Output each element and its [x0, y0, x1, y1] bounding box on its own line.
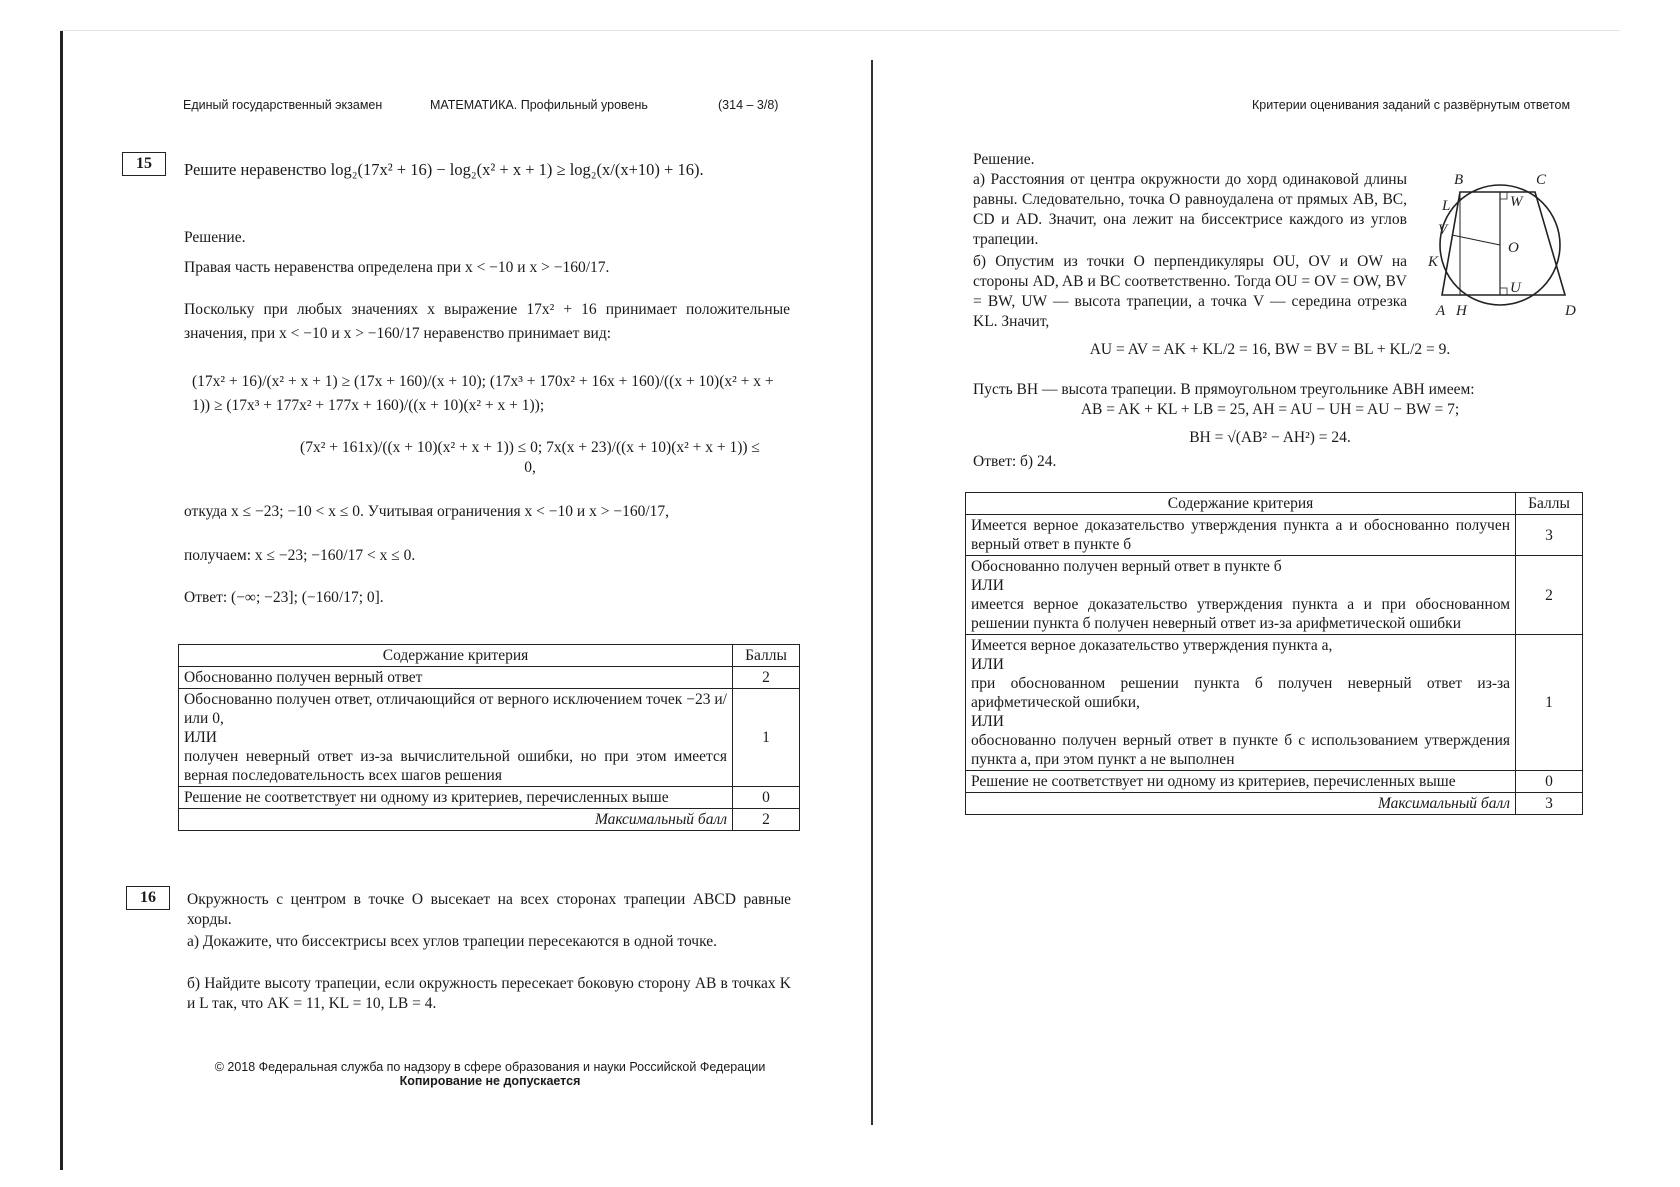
label-K: K — [1428, 254, 1439, 270]
solution-c: Пусть BH — высота трапеции. В прямоугольном треугольнике ABH имеем: — [973, 381, 1475, 398]
row-text: Обоснованно получен верный ответ в пункте б ИЛИ имеется верное доказательство утверждения пункта а и при обоснованном решении пункта б получен неверный ответ из-за арифметической ошибки — [966, 556, 1516, 635]
table-row — [179, 787, 800, 809]
row-points: 0 — [1516, 771, 1583, 793]
task-number-15: 15 — [122, 152, 166, 176]
max-label: Максимальный балл — [179, 809, 733, 831]
table-row — [966, 635, 1583, 771]
task16-p2: а) Докажите, что биссектрисы всех углов трапеции пересекаются в одной точке. — [187, 933, 717, 950]
row-points: 1 — [1516, 635, 1583, 771]
header-subject: МАТЕМАТИКА. Профильный уровень — [430, 98, 648, 112]
solution-p3: откуда x ≤ −23; −10 < x ≤ 0. Учитывая ограничения x < −10 и x > −160/17, — [184, 503, 670, 520]
scan-edge — [60, 30, 63, 1170]
label-W: W — [1510, 194, 1523, 210]
head-points: Баллы — [733, 645, 800, 667]
table-row — [179, 667, 800, 689]
head-content: Содержание критерия — [179, 645, 733, 667]
row-text: Имеется верное доказательство утверждения пункта а, ИЛИ при обоснованном решении пункта б получен неверный ответ из-за арифметической ошибки, ИЛИ обоснованно получен верный ответ в пункте б с использованием утверждения пункта а, при этом пункт а не выполнен — [966, 635, 1516, 771]
table-head — [966, 493, 1583, 515]
table-head — [179, 645, 800, 667]
head-content: Содержание критерия — [966, 493, 1516, 515]
task-number-16: 16 — [126, 886, 170, 910]
solution-p1: Правая часть неравенства определена при x < −10 и x > −160/17. — [184, 259, 610, 276]
answer-15: Ответ: (−∞; −23]; (−160/17; 0]. — [184, 589, 384, 606]
solution-b: б) Опустим из точки O перпендикуляры OU, OV и OW на стороны AD, AB и BC соответственно. Тогда OU = OV = OW, BV = BW, UW — высота трапеции, а точка V — середина отрезка KL. Значит, — [973, 253, 1407, 330]
table-max-row — [966, 793, 1583, 815]
row-points: 2 — [1516, 556, 1583, 635]
row-text: Имеется верное доказательство утверждения пункта а и обоснованно получен верный ответ в пункте б — [966, 515, 1516, 556]
trapezoid-figure — [1420, 170, 1580, 330]
task15-statement: Решите неравенство log₂(17x² + 16) − log₂(x² + x + 1) ≥ log₂(x/(x+10) + 16). — [184, 160, 704, 179]
row-points: 2 — [733, 667, 800, 689]
solution-eq2-right: AB = AK + KL + LB = 25, AH = AU − UH = AU − BW = 7; — [1080, 401, 1460, 418]
solution-eq2: (7x² + 161x)/((x + 10)(x² + x + 1)) ≤ 0; 7x(x + 23)/((x + 10)(x² + x + 1)) ≤ 0, — [300, 439, 760, 476]
solution-eq1-right: AU = AV = AK + KL/2 = 16, BW = BV = BL + KL/2 = 9. — [1089, 341, 1451, 358]
answer-16: Ответ: б) 24. — [973, 453, 1057, 470]
row-points: 3 — [1516, 515, 1583, 556]
header-right: Критерии оценивания заданий с развёрнутым ответом — [1252, 98, 1571, 112]
header-exam: Единый государственный экзамен — [183, 98, 383, 112]
label-C: C — [1536, 172, 1547, 188]
max-points: 2 — [733, 809, 800, 831]
max-label: Максимальный балл — [966, 793, 1516, 815]
max-points: 3 — [1516, 793, 1583, 815]
criteria-table-15 — [178, 644, 800, 831]
label-L: L — [1442, 198, 1451, 214]
solution-eq3-right: BH = √(AB² − AH²) = 24. — [1189, 429, 1351, 446]
task16-p3: б) Найдите высоту трапеции, если окружность пересекает боковую сторону AB в точках K и L так, что AK = 11, KL = 10, LB = 4. — [187, 975, 791, 1012]
solution-p2: Поскольку при любых значениях x выражение 17x² + 16 принимает положительные значения, при x < −10 и x > −160/17 неравенство принимает вид: — [184, 301, 790, 342]
footer-line2: Копирование не допускается — [399, 1074, 581, 1088]
row-text: Обоснованно получен ответ, отличающийся от верного исключением точек −23 и/или 0, ИЛИ получен неверный ответ из-за вычислительной ошибки, но при этом имеется верная последовательность всех шагов решения — [179, 689, 733, 787]
page-divider — [871, 60, 873, 1125]
footer-line1: © 2018 Федеральная служба по надзору в сфере образования и науки Российской Федерации — [214, 1060, 766, 1074]
row-text: Решение не соответствует ни одному из критериев, перечисленных выше — [179, 787, 733, 809]
table-row — [966, 556, 1583, 635]
table-row — [179, 689, 800, 787]
head-points: Баллы — [1516, 493, 1583, 515]
label-A: A — [1436, 303, 1446, 319]
table-max-row — [179, 809, 800, 831]
label-U: U — [1510, 280, 1521, 296]
criteria-table-16 — [965, 492, 1583, 815]
row-text: Обоснованно получен верный ответ — [179, 667, 733, 689]
table-row — [966, 515, 1583, 556]
solution-title-right: Решение. — [973, 151, 1035, 168]
row-points: 1 — [733, 689, 800, 787]
label-O: O — [1508, 240, 1519, 256]
label-V: V — [1438, 222, 1448, 238]
scan-edge-top — [60, 30, 1620, 31]
label-B: B — [1454, 172, 1464, 188]
solution-p4: получаем: x ≤ −23; −160/17 < x ≤ 0. — [184, 547, 416, 564]
footer — [180, 1060, 800, 1088]
label-H: H — [1456, 303, 1467, 319]
row-text: Решение не соответствует ни одному из критериев, перечисленных выше — [966, 771, 1516, 793]
label-D: D — [1565, 303, 1576, 319]
solution-eq1: (17x² + 16)/(x² + x + 1) ≥ (17x + 160)/(x + 10); (17x³ + 170x² + 16x + 160)/((x + 10)(x² + x + 1)) ≥ (17x³ + 177x² + 177x + 160)/((x + 10)(x² + x + 1)); — [192, 373, 774, 414]
row-points: 0 — [733, 787, 800, 809]
solution-a: а) Расстояния от центра окружности до хорд одинаковой длины равны. Следовательно, точка O равноудалена от прямых AB, BC, CD и AD. Значит, она лежит на биссектрисе каждого из углов трапеции. — [973, 171, 1407, 248]
table-row — [966, 771, 1583, 793]
header-code: (314 – 3/8) — [718, 98, 779, 112]
task16-p1: Окружность с центром в точке O высекает на всех сторонах трапеции ABCD равные хорды. — [187, 891, 791, 928]
solution-title: Решение. — [184, 229, 246, 246]
